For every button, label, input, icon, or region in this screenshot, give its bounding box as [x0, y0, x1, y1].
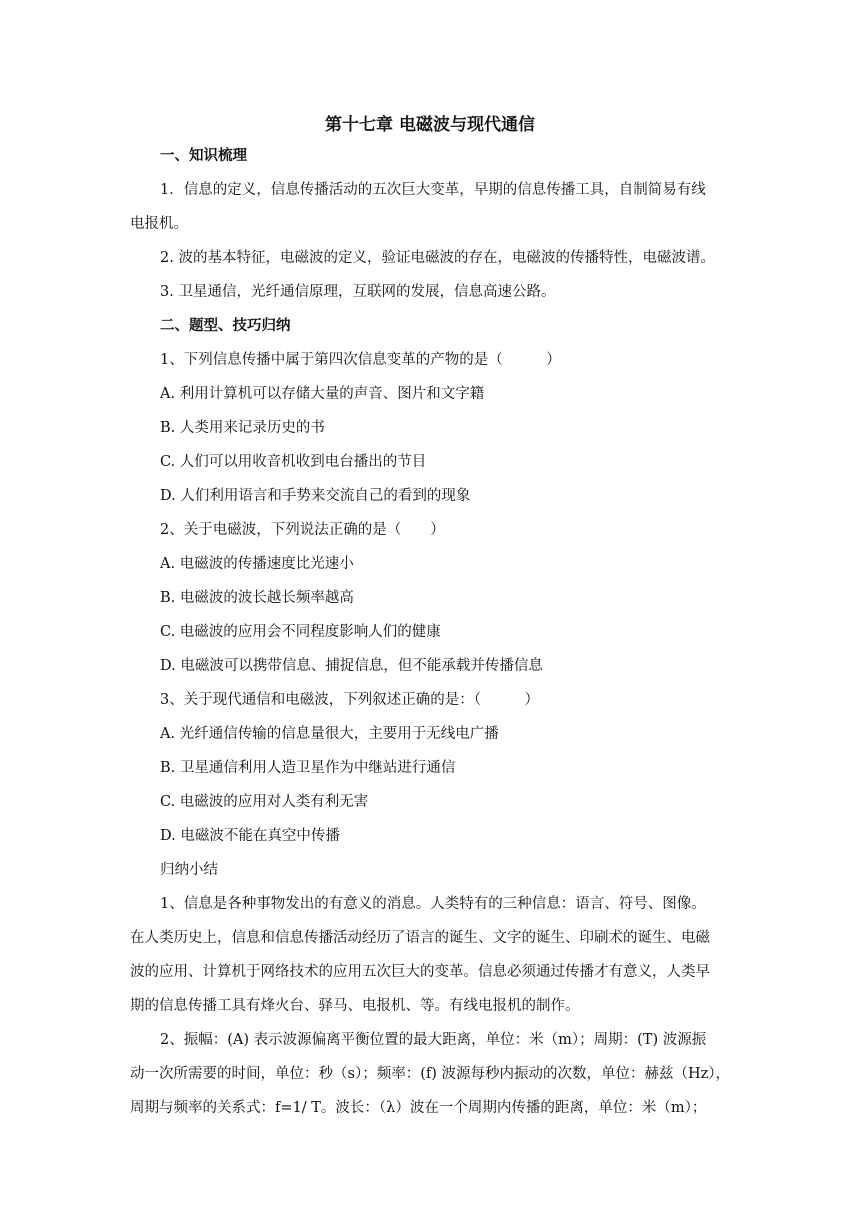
- answer-option: A. 光纤通信传输的信息量很大，主要用于无线电广播: [160, 726, 499, 742]
- paragraph-line: 波的应用、计算机于网络技术的应用五次巨大的变革。信息必须通过传播才有意义，人类早: [130, 964, 710, 980]
- section-heading-question-types: 二、题型、技巧归纳: [160, 318, 291, 334]
- section-heading-knowledge: 一、知识梳理: [160, 148, 247, 164]
- paragraph-line: 1．信息的定义，信息传播活动的五次巨大变革，早期的信息传播工具，自制简易有线: [160, 182, 706, 198]
- answer-option: A. 利用计算机可以存储大量的声音、图片和文字籍: [160, 386, 485, 402]
- answer-option: D. 电磁波不能在真空中传播: [160, 828, 340, 844]
- paragraph-line: 周期与频率的关系式：f=1/ T。波长：（λ）波在一个周期内传播的距离，单位：米（m）；: [130, 1100, 707, 1116]
- summary-heading: 归纳小结: [160, 862, 218, 878]
- answer-option: B. 电磁波的波长越长频率越高: [160, 590, 354, 606]
- question-stem: 3、关于现代通信和电磁波，下列叙述正确的是：（ ）: [160, 692, 539, 708]
- answer-option: B. 卫星通信利用人造卫星作为中继站进行通信: [160, 760, 456, 776]
- answer-option: C. 人们可以用收音机收到电台播出的节目: [160, 454, 427, 470]
- paragraph-line: 3. 卫星通信，光纤通信原理，互联网的发展，信息高速公路。: [160, 284, 556, 300]
- answer-option: C. 电磁波的应用会不同程度影响人们的健康: [160, 624, 441, 640]
- question-stem: 2、关于电磁波，下列说法正确的是（ ）: [160, 522, 445, 538]
- answer-option: D. 人们利用语言和手势来交流自己的看到的现象: [160, 488, 471, 504]
- answer-option: D. 电磁波可以携带信息、捕捉信息，但不能承载并传播信息: [160, 658, 543, 674]
- answer-option: C. 电磁波的应用对人类有利无害: [160, 794, 369, 810]
- paragraph-line: 期的信息传播工具有烽火台、驿马、电报机、等。有线电报机的制作。: [130, 998, 580, 1014]
- question-stem: 1、下列信息传播中属于第四次信息变革的产物的是（ ）: [160, 352, 561, 368]
- paragraph-line: 动一次所需要的时间，单位：秒（s）；频率：(f) 波源每秒内振动的次数，单位：赫兹（Hz），: [130, 1066, 731, 1082]
- paragraph-line: 在人类历史上，信息和信息传播活动经历了语言的诞生、文字的诞生、印刷术的诞生、电磁: [130, 930, 710, 946]
- paragraph-line: 电报机。: [130, 216, 188, 232]
- paragraph-line: 2、振幅：(A) 表示波源偏离平衡位置的最大距离，单位：米（m）；周期：(T) 波源振: [160, 1032, 707, 1048]
- answer-option: B. 人类用来记录历史的书: [160, 420, 325, 436]
- paragraph-line: 2. 波的基本特征，电磁波的定义，验证电磁波的存在，电磁波的传播特性，电磁波谱。: [160, 250, 715, 266]
- page-title: 第十七章 电磁波与现代通信: [325, 115, 535, 135]
- paragraph-line: 1、信息是各种事物发出的有意义的消息。人类特有的三种信息：语言、符号、图像。: [160, 896, 706, 912]
- answer-option: A. 电磁波的传播速度比光速小: [160, 556, 354, 572]
